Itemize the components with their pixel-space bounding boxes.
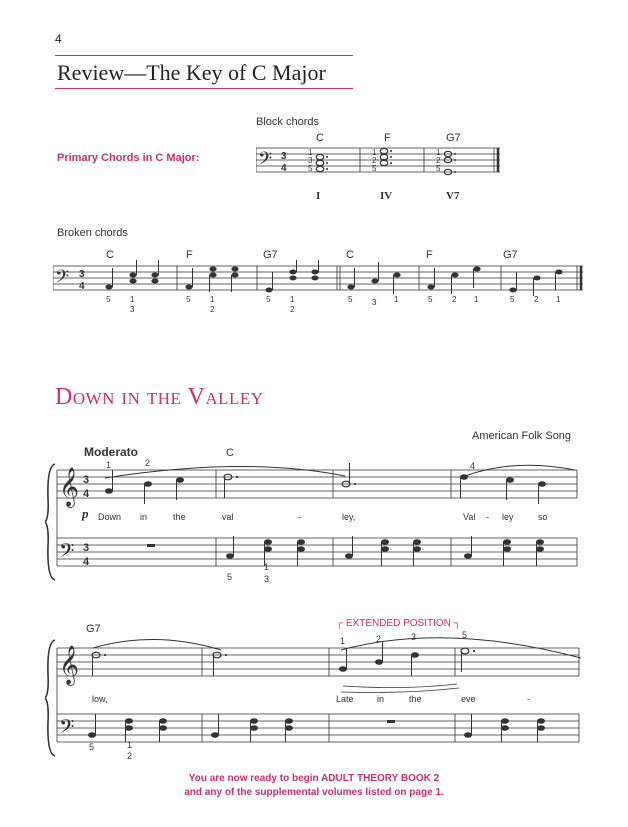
svg-text:3: 3 bbox=[411, 632, 417, 642]
lyric: - bbox=[486, 512, 489, 522]
footer-line-2: and any of the supplemental volumes listed on page 1. bbox=[184, 787, 444, 798]
broken-chords-label: Broken chords bbox=[57, 227, 128, 239]
bass-clef-icon: 𝄢 bbox=[55, 266, 70, 291]
svg-text:3: 3 bbox=[372, 298, 377, 307]
chord-name: C bbox=[346, 249, 354, 261]
chord-symbol: G7 bbox=[86, 623, 101, 635]
block-chords-staff bbox=[256, 144, 506, 180]
bass-clef-icon: 𝄢 bbox=[258, 148, 273, 173]
svg-text:1: 1 bbox=[210, 295, 215, 304]
svg-text:1: 1 bbox=[290, 295, 295, 304]
song-title: Down in the Valley bbox=[55, 384, 264, 410]
grand-staff-brace bbox=[45, 464, 55, 580]
chord-name: G7 bbox=[503, 249, 518, 261]
svg-text:2: 2 bbox=[534, 295, 539, 304]
broken-chords-staff bbox=[53, 260, 593, 316]
bass-clef-icon: 𝄢 bbox=[59, 540, 75, 567]
svg-text:1: 1 bbox=[394, 295, 399, 304]
rest-icon bbox=[387, 720, 395, 723]
svg-text:4: 4 bbox=[281, 163, 287, 174]
svg-text:4: 4 bbox=[470, 461, 476, 471]
svg-text:2: 2 bbox=[127, 751, 133, 761]
svg-text:5: 5 bbox=[436, 164, 441, 173]
lyric: Val bbox=[463, 512, 476, 522]
lyric: Down bbox=[98, 512, 122, 522]
footer-notice bbox=[0, 772, 628, 800]
chord-symbol: C bbox=[226, 447, 234, 459]
svg-text:1: 1 bbox=[106, 460, 112, 470]
svg-text:1: 1 bbox=[308, 148, 313, 157]
roman-numeral: IV bbox=[380, 190, 393, 202]
svg-text:5: 5 bbox=[462, 630, 468, 640]
svg-text:2: 2 bbox=[372, 156, 377, 165]
svg-text:2: 2 bbox=[376, 634, 382, 644]
svg-text:1: 1 bbox=[340, 636, 346, 646]
chord-name: F bbox=[426, 249, 433, 261]
svg-text:3: 3 bbox=[83, 542, 90, 554]
song-attribution: American Folk Song bbox=[472, 430, 572, 442]
chord-name: G7 bbox=[263, 249, 278, 261]
svg-text:1: 1 bbox=[474, 295, 479, 304]
lyric: - bbox=[298, 512, 301, 522]
lyric: ley bbox=[502, 512, 514, 522]
svg-text:3: 3 bbox=[264, 574, 270, 584]
extended-position-text: EXTENDED POSITION bbox=[345, 618, 451, 629]
svg-text:5: 5 bbox=[89, 742, 95, 752]
treble-clef-icon: 𝄞 bbox=[59, 468, 80, 506]
lyric: so bbox=[538, 512, 548, 522]
tempo-marking: Moderato bbox=[84, 445, 138, 459]
title-rule-top bbox=[55, 55, 353, 56]
svg-text:2: 2 bbox=[145, 458, 151, 468]
music-system-1 bbox=[45, 458, 585, 586]
chord-name: C bbox=[316, 132, 324, 144]
svg-text:5: 5 bbox=[372, 164, 377, 173]
lyric: - bbox=[527, 694, 530, 704]
block-chords-label: Block chords bbox=[256, 116, 319, 128]
lyric: in bbox=[140, 512, 148, 522]
svg-text:1: 1 bbox=[264, 562, 270, 572]
svg-text:1: 1 bbox=[436, 148, 441, 157]
chord-name: G7 bbox=[446, 132, 461, 144]
svg-text:3: 3 bbox=[308, 156, 313, 165]
svg-text:3: 3 bbox=[281, 151, 287, 162]
svg-text:5: 5 bbox=[106, 295, 111, 304]
lyric: in bbox=[377, 694, 385, 704]
lyric: ley, bbox=[342, 512, 356, 522]
svg-text:5: 5 bbox=[227, 572, 233, 582]
chord-name: C bbox=[106, 249, 114, 261]
svg-text:5: 5 bbox=[428, 295, 433, 304]
grand-staff-brace bbox=[45, 640, 55, 756]
extended-position-label: ┌ EXTENDED POSITION ┐ bbox=[336, 618, 461, 629]
svg-text:5: 5 bbox=[308, 164, 313, 173]
lyric: val bbox=[222, 512, 234, 522]
section-title: Review—The Key of C Major bbox=[57, 60, 326, 85]
svg-text:4: 4 bbox=[83, 556, 90, 568]
svg-text:1: 1 bbox=[372, 148, 377, 157]
lyric: eve bbox=[461, 694, 476, 704]
svg-text:3: 3 bbox=[130, 305, 135, 314]
svg-text:5: 5 bbox=[348, 295, 353, 304]
svg-text:4: 4 bbox=[79, 281, 85, 292]
svg-text:5: 5 bbox=[266, 295, 271, 304]
primary-chords-label: Primary Chords in C Major: bbox=[57, 152, 200, 164]
treble-clef-icon: 𝄞 bbox=[59, 646, 80, 684]
dynamic-marking: p bbox=[82, 506, 89, 521]
svg-text:3: 3 bbox=[79, 269, 85, 280]
svg-text:2: 2 bbox=[290, 305, 295, 314]
roman-numeral: I bbox=[316, 190, 321, 202]
lyric: Late bbox=[336, 694, 354, 704]
svg-text:1: 1 bbox=[127, 740, 133, 750]
svg-text:5: 5 bbox=[186, 295, 191, 304]
footer-line-1: You are now ready to begin ADULT THEORY BOOK 2 bbox=[188, 773, 440, 784]
svg-text:1: 1 bbox=[130, 295, 135, 304]
roman-numeral: V7 bbox=[446, 190, 460, 202]
rest-icon bbox=[147, 544, 155, 547]
svg-text:2: 2 bbox=[210, 305, 215, 314]
bass-clef-icon: 𝄢 bbox=[59, 716, 75, 743]
title-rule-bottom bbox=[55, 88, 353, 89]
lyric: low, bbox=[92, 694, 108, 704]
svg-text:2: 2 bbox=[452, 295, 457, 304]
music-system-2 bbox=[45, 628, 585, 763]
svg-text:3: 3 bbox=[83, 474, 90, 486]
svg-text:2: 2 bbox=[436, 156, 441, 165]
lyric: the bbox=[409, 694, 422, 704]
chord-name: F bbox=[186, 249, 193, 261]
page-number: 4 bbox=[55, 32, 62, 46]
svg-text:1: 1 bbox=[556, 295, 561, 304]
lyric: the bbox=[173, 512, 186, 522]
svg-text:5: 5 bbox=[510, 295, 515, 304]
chord-name: F bbox=[384, 132, 391, 144]
svg-text:4: 4 bbox=[83, 488, 90, 500]
